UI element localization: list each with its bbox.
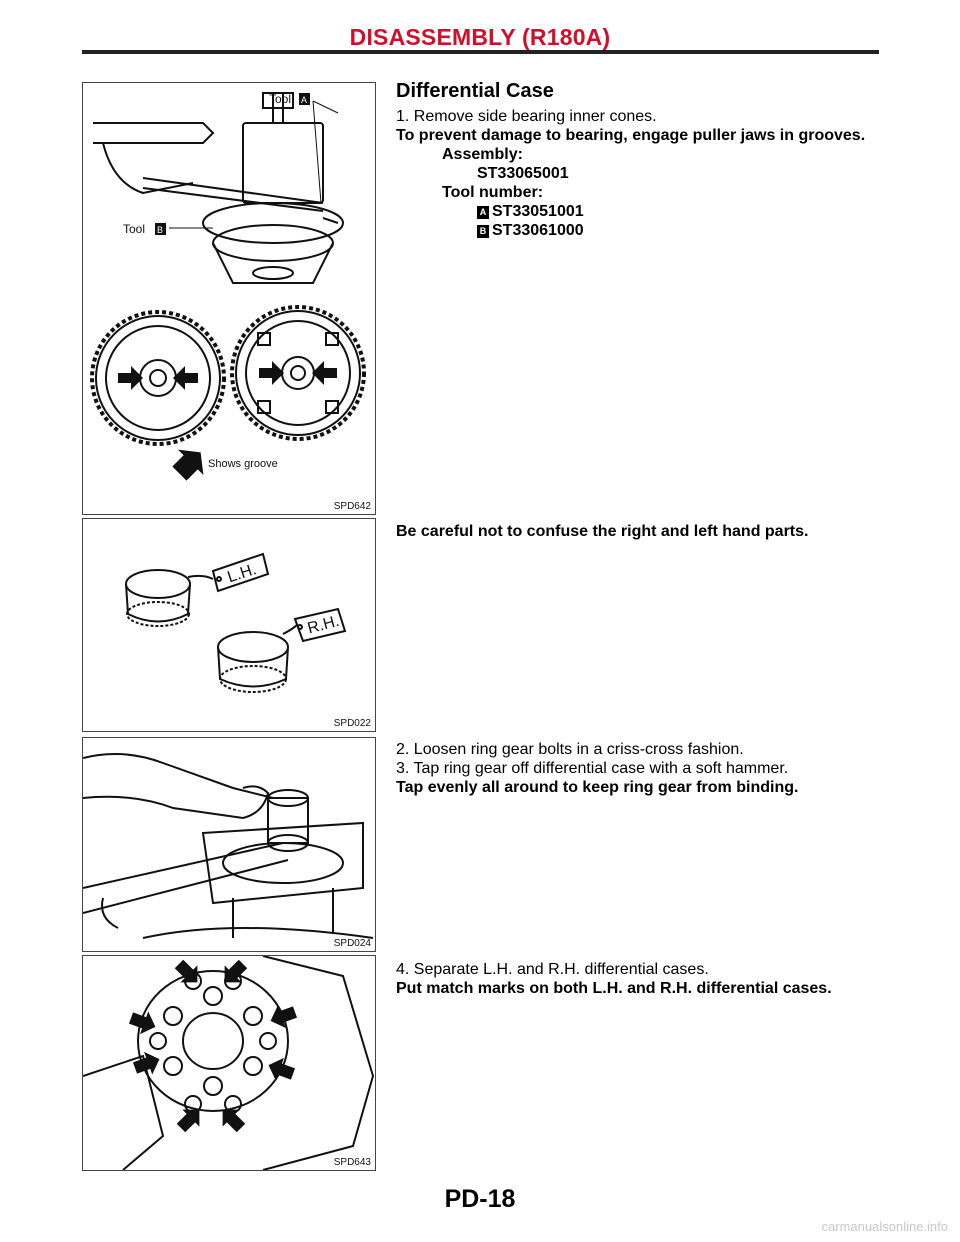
figure-bearing-tags: [82, 518, 376, 732]
note-puller-jaws: To prevent damage to bearing, engage puller jaws in grooves.: [396, 127, 866, 144]
note-tap-evenly: Tap evenly all around to keep ring gear from binding.: [396, 779, 799, 796]
fig1-tool-a-badge: A: [301, 95, 308, 105]
figure-match-marks: [82, 955, 376, 1171]
groove-arrow: [259, 361, 284, 385]
match-mark-arrow: [214, 1101, 249, 1136]
fig1-tool-b-badge: B: [157, 225, 164, 235]
figure-code: SPD022: [333, 718, 371, 729]
step-1: 1. Remove side bearing inner cones.: [396, 108, 657, 125]
figure-puller-tool: [82, 82, 376, 515]
section-title: Differential Case: [396, 80, 554, 102]
caution-text: Be careful not to confuse the right and left hand parts.: [396, 523, 809, 540]
step-3: 3. Tap ring gear off differential case with a soft hammer.: [396, 760, 789, 777]
step-2: 2. Loosen ring gear bolts in a criss-cross fashion.: [396, 741, 744, 758]
tool-b-value: ST33061000: [492, 222, 584, 239]
puller-illustration: [83, 83, 375, 514]
diff-case-illustration: [83, 956, 375, 1170]
hammer-illustration: [83, 738, 375, 951]
tool-a-line: [396, 202, 916, 221]
figure-code: SPD024: [333, 938, 371, 949]
assembly-value: ST33065001: [477, 165, 569, 182]
page-header-title: DISASSEMBLY (R180A): [349, 24, 611, 50]
groove-arrow: [173, 366, 198, 390]
step-4: 4. Separate L.H. and R.H. differential cases.: [396, 961, 709, 978]
tag-rh: R.H.: [305, 612, 342, 638]
bearing-tag-illustration: [83, 519, 375, 731]
fig1-tool-b-label: Tool: [123, 222, 146, 236]
steps-2-3-block: [396, 740, 916, 797]
tool-a-value: ST33051001: [492, 203, 584, 220]
tool-b-line: [396, 221, 916, 240]
groove-arrow: [312, 361, 337, 385]
fig1-tool-a-label: Tool: [269, 92, 292, 106]
match-mark-arrow: [266, 1001, 299, 1032]
header-rule: [82, 50, 879, 54]
match-mark-arrow: [216, 956, 251, 991]
tool-b-badge: B: [477, 225, 489, 238]
tool-a-badge: A: [477, 206, 489, 219]
groove-arrow: [118, 366, 143, 390]
step-4-block: [396, 960, 916, 998]
note-match-marks: Put match marks on both L.H. and R.H. differential cases.: [396, 980, 832, 997]
tool-number-label: Tool number:: [442, 184, 544, 201]
watermark[interactable]: carmanualsonline.info: [821, 1219, 948, 1234]
caution-block: [396, 522, 916, 541]
figure-ring-gear-hammer: [82, 737, 376, 952]
page-number: PD-18: [444, 1185, 516, 1213]
section-differential-case: [396, 82, 916, 240]
figure-code: SPD642: [333, 501, 371, 512]
figure-code: SPD643: [333, 1157, 371, 1168]
match-mark-arrow: [264, 1054, 297, 1085]
groove-legend-arrow: [167, 440, 214, 487]
assembly-label: Assembly:: [442, 146, 523, 163]
fig1-legend: Shows groove: [208, 458, 278, 470]
match-mark-arrow: [173, 1101, 208, 1136]
tag-lh: L.H.: [225, 561, 259, 587]
